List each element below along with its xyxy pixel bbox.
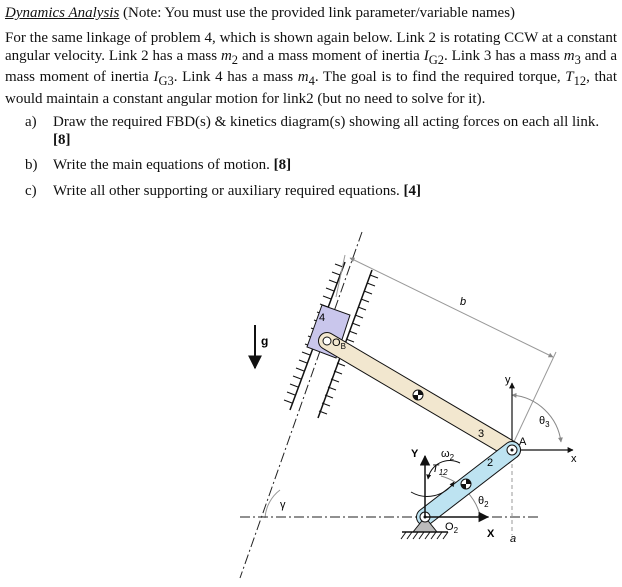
gamma-label: γ — [280, 499, 286, 511]
question-points: [8] — [273, 157, 292, 173]
T12-label: $T_{12}$ — [432, 463, 448, 477]
theta3-label: $\theta_3$ — [539, 415, 550, 429]
question-points: [8] — [53, 131, 71, 148]
dimension-b-label: b — [460, 296, 467, 308]
question-body: Write the main equations of motion. — [53, 157, 270, 173]
theta3-arc — [512, 395, 561, 442]
statement-part: . Link 3 has a mass — [444, 47, 564, 64]
dimension-a-label: a — [510, 533, 517, 545]
y-axis-label: y — [505, 374, 511, 386]
link3-label: 3 — [478, 428, 485, 440]
A-label: A — [519, 436, 527, 448]
var-m3-sub: 3 — [574, 52, 581, 67]
var-m2-sub: 2 — [231, 52, 239, 67]
gamma-arc — [265, 490, 280, 518]
link3-center-of-mass — [413, 390, 423, 400]
O2-label: $O_2$ — [445, 521, 459, 535]
pin-A-center — [511, 449, 514, 452]
var-T12-sub: 12 — [573, 74, 587, 88]
question-body: Write all other supporting or auxiliary required equations. — [53, 182, 400, 199]
var-m4: m — [297, 69, 309, 85]
x-axis-label: x — [571, 453, 577, 465]
statement-part: and a mass moment of inertia — [5, 47, 617, 85]
link2-label: 2 — [487, 457, 494, 469]
link4-label: 4 — [319, 312, 326, 324]
question-label: a) — [25, 114, 37, 130]
header-note: (Note: You must use the provided link parameter/variable names) — [123, 5, 516, 21]
var-IG3: I — [153, 69, 159, 85]
var-IG3-sub: G3 — [158, 74, 174, 88]
theta2-label: $\theta_2$ — [478, 495, 489, 509]
statement-part: . The goal is to find the required torque, — [314, 69, 566, 85]
question-label: b) — [25, 157, 38, 173]
var-m3: m — [563, 47, 575, 64]
question-label: c) — [25, 182, 37, 199]
pin-OB — [323, 337, 331, 345]
omega2-label: $\omega_2$ — [441, 448, 455, 462]
X-axis-global-label: X — [487, 528, 495, 540]
link2-center-of-mass — [461, 479, 471, 489]
statement-part: , that would maintain a constant angular motion for link2 (but no need to solve for it). — [5, 69, 617, 107]
statement-part: . Link 4 has a mass — [173, 69, 298, 85]
var-IG2: I — [423, 47, 429, 64]
var-m2: m — [220, 47, 232, 64]
var-m4-sub: 4 — [308, 74, 315, 88]
dimension-ext-line — [336, 255, 345, 297]
OB-label: $O_B$ — [332, 337, 346, 351]
dimension-line-b — [350, 258, 553, 357]
slider-centerline — [240, 232, 362, 578]
Y-axis-global-label: Y — [411, 448, 419, 460]
question-body: Draw the required FBD(s) & kinetics diagram(s) showing all acting forces on each all link. — [53, 114, 600, 130]
statement-part: and a mass moment of inertia — [238, 47, 424, 64]
var-IG2-sub: G2 — [428, 52, 445, 67]
dimension-ext-line — [512, 352, 556, 446]
gravity-label: g — [261, 334, 269, 348]
statement-part: For the same linkage of problem 4, which is shown again below. Link 2 is rotating CCW at a constant angular velocity. Link 2 has a mass — [5, 30, 617, 64]
section-title: Dynamics Analysis — [5, 5, 120, 21]
var-T12: T — [565, 69, 574, 85]
ground-hatching — [401, 532, 448, 539]
question-points: [4] — [403, 182, 422, 199]
